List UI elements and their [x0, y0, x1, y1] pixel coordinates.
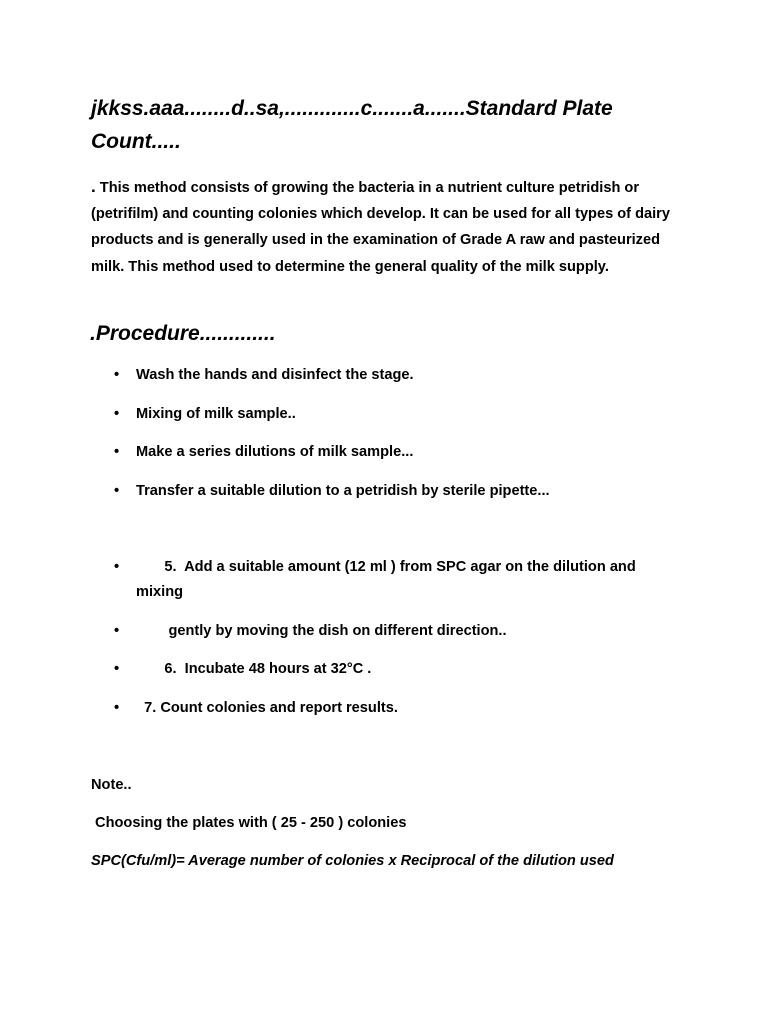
procedure-step-text: Transfer a suitable dilution to a petridish by sterile pipette... — [136, 483, 550, 499]
procedure-step-text: 7. Count colonies and report results. — [136, 700, 398, 716]
note-label: Note.. — [91, 777, 132, 793]
document-title: jkkss.aaa........d..sa,.............c.......a.......Standard Plate Count..... — [91, 97, 613, 153]
bullet-icon: • — [114, 444, 120, 460]
procedure-step-text: Mixing of milk sample.. — [136, 406, 296, 422]
spc-formula: SPC(Cfu/ml)= Average number of colonies x Reciprocal of the dilution used — [91, 853, 614, 869]
bullet-icon: • — [114, 367, 120, 383]
bullet-icon: • — [114, 559, 120, 575]
procedure-step-text: 6. Incubate 48 hours at 32°C . — [136, 661, 372, 677]
bullet-icon: • — [114, 700, 120, 716]
procedure-heading: .Procedure............. — [90, 322, 276, 345]
bullet-icon: • — [114, 483, 120, 499]
procedure-step-text: Wash the hands and disinfect the stage. — [136, 367, 414, 383]
bullet-icon: • — [114, 406, 120, 422]
procedure-step-text: Make a series dilutions of milk sample... — [136, 444, 414, 460]
procedure-step-text: 5. Add a suitable amount (12 ml ) from SPC agar on the dilution and mixing — [136, 559, 640, 600]
intro-paragraph — [91, 174, 691, 280]
intro-lead-dot: . — [91, 177, 96, 196]
bullet-icon: • — [114, 623, 120, 639]
choosing-plates-text: Choosing the plates with ( 25 - 250 ) colonies — [91, 815, 407, 831]
bullet-icon: • — [114, 661, 120, 677]
intro-text: This method consists of growing the bacteria in a nutrient culture petridish or (petrifilm) and counting colonies which develop. It can be used for all types of dairy products and is generally used in the examination of Grade A raw and pasteurized milk. This method used to determine the general quality of the milk supply. — [91, 180, 670, 275]
procedure-step-text: gently by moving the dish on different direction.. — [136, 623, 507, 639]
